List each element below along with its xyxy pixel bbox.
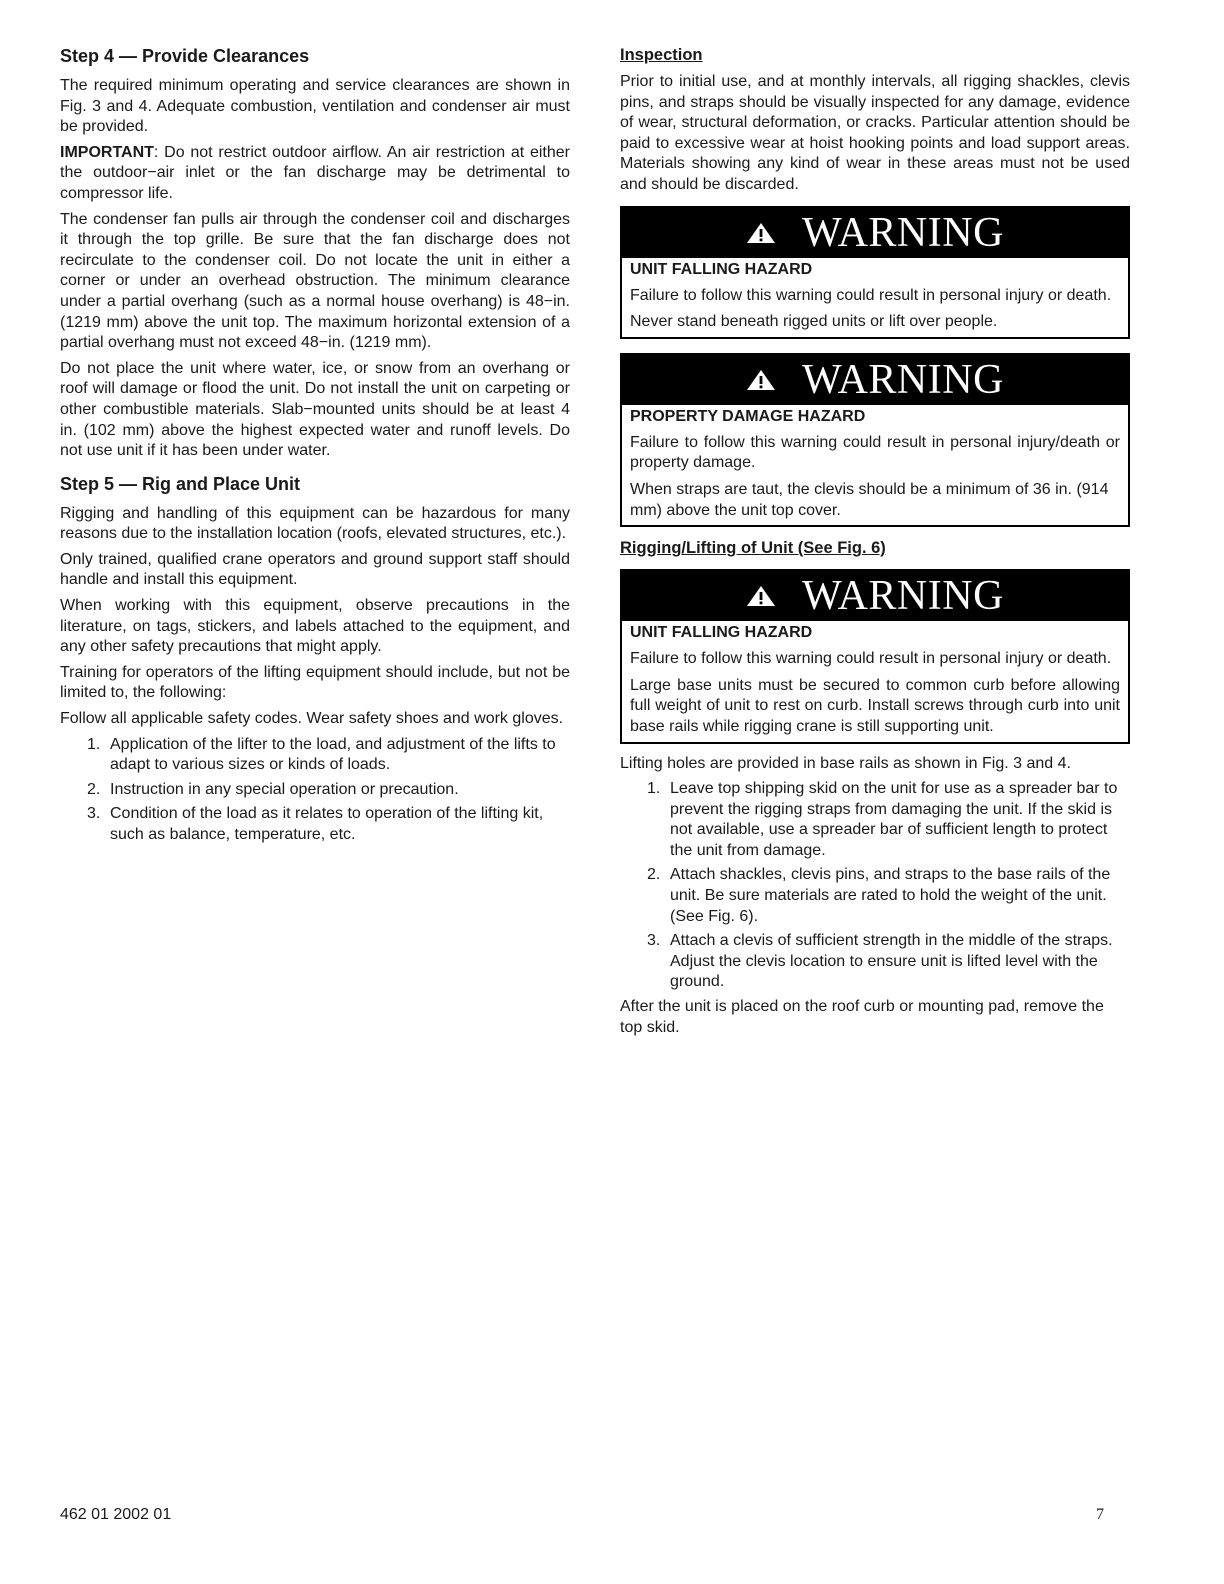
document-number: 462 01 2002 01: [60, 1506, 172, 1523]
list-number: 1.: [87, 735, 101, 753]
step5-paragraph-4: Training for operators of the lifting equipment should include, but not be limited to, the following:: [60, 663, 570, 702]
lifting-paragraph-2: After the unit is placed on the roof curb or mounting pad, remove the top skid.: [620, 998, 1104, 1036]
list-number: 3.: [647, 932, 661, 950]
warning-text-1: Failure to follow this warning could result in personal injury or death.: [630, 650, 1112, 668]
warning-box-unit-falling-2: [620, 569, 1130, 743]
rigging-heading: Rigging/Lifting of Unit (See Fig. 6): [620, 539, 886, 558]
warning-text-1: Failure to follow this warning could result in personal injury or death.: [630, 286, 1112, 304]
warning-triangle-icon: [746, 585, 776, 607]
step4-heading: Step 4 — Provide Clearances: [60, 46, 310, 66]
step5-paragraph-3: When working with this equipment, observe precautions in the literature, on tags, stickers, and labels attached to the equipment, and any other safety precautions that might apply.: [60, 597, 570, 656]
step5-heading: Step 5 — Rig and Place Unit: [60, 473, 301, 494]
warning-title: WARNING: [802, 573, 1004, 620]
lifting-paragraph-1: Lifting holes are provided in base rails as shown in Fig. 3 and 4.: [620, 754, 1071, 772]
important-text: : Do not restrict outdoor airflow. An air restriction at either the outdoor−air inlet or the fan discharge may be detrimental to compressor life.: [60, 143, 570, 202]
inspection-heading: Inspection: [620, 46, 703, 64]
list-text: Application of the lifter to the load, and adjustment of the lifts to adapt to various sizes or kinds of loads.: [110, 735, 556, 774]
warning-body: [622, 621, 1128, 741]
list-text: Attach shackles, clevis pins, and straps to the base rails of the unit. Be sure materials are rated to hold the weight of the unit. (See Fig. 6).: [670, 866, 1111, 925]
hazard-label: UNIT FALLING HAZARD: [630, 624, 813, 642]
list-number: 3.: [87, 805, 101, 823]
warning-triangle-icon: [746, 369, 776, 391]
training-list: [60, 735, 570, 846]
step4-paragraph-4: Do not place the unit where water, ice, or snow from an overhang or roof will damage or flood the unit. Do not install the unit on carpeting or other combustible materials. Slab−mounted units should be at least 4 in. (102 mm) above the highest expected water and runoff levels. Do not use unit if it has been under water.: [60, 359, 570, 460]
list-item: [60, 780, 570, 801]
list-item: [60, 804, 570, 845]
warning-text-2: Never stand beneath rigged units or lift over people.: [630, 313, 998, 331]
list-number: 1.: [647, 780, 661, 798]
warning-text-2: When straps are taut, the clevis should be a minimum of 36 in. (914 mm) above the unit top cover.: [630, 480, 1109, 519]
warning-title: WARNING: [802, 209, 1004, 256]
inspection-paragraph: Prior to initial use, and at monthly intervals, all rigging shackles, clevis pins, and straps should be visually inspected for any damage, evidence of wear, structural deformation, or cracks. Particular attention should be paid to excessive wear at hoist hooking points and load support areas. Materials showing any kind of wear in these areas must not be used and should be discarded.: [620, 73, 1130, 193]
warning-text-1: Failure to follow this warning could result in personal injury/death or property damage.: [630, 433, 1120, 472]
warning-header: [622, 571, 1128, 621]
warning-header: [622, 208, 1128, 258]
warning-body: [622, 258, 1128, 337]
hazard-label: UNIT FALLING HAZARD: [630, 260, 813, 278]
list-item: [620, 931, 1130, 993]
list-item: [620, 779, 1130, 861]
step5-paragraph-5: Follow all applicable safety codes. Wear safety shoes and work gloves.: [60, 710, 564, 728]
list-text: Attach a clevis of sufficient strength in the middle of the straps. Adjust the clevis location to ensure unit is lifted level with the ground.: [670, 932, 1113, 991]
step5-paragraph-1: Rigging and handling of this equipment can be hazardous for many reasons due to the installation location (roofs, elevated structures, etc.).: [60, 504, 570, 543]
warning-box-unit-falling-1: [620, 206, 1130, 339]
page-number: 7: [1096, 1506, 1104, 1523]
important-label: IMPORTANT: [60, 143, 154, 161]
list-number: 2.: [647, 866, 661, 884]
list-text: Condition of the load as it relates to operation of the lifting kit, such as balance, temperature, etc.: [110, 805, 544, 843]
step4-paragraph-1: The required minimum operating and service clearances are shown in Fig. 3 and 4. Adequate combustion, ventilation and condenser air must be provided.: [60, 77, 570, 136]
list-item: [60, 735, 570, 776]
list-text: Instruction in any special operation or precaution.: [110, 780, 459, 798]
warning-body: [622, 405, 1128, 525]
lifting-list: [620, 779, 1130, 993]
list-text: Leave top shipping skid on the unit for use as a spreader bar to prevent the rigging straps from damaging the unit. If the skid is not available, use a spreader bar of sufficient length to protect the unit from damage.: [670, 780, 1118, 859]
left-column: [60, 44, 570, 850]
list-number: 2.: [87, 780, 101, 798]
step4-important-note: [60, 143, 570, 205]
hazard-label: PROPERTY DAMAGE HAZARD: [630, 407, 866, 425]
warning-box-property-damage: [620, 353, 1130, 527]
warning-triangle-icon: [746, 222, 776, 244]
step4-paragraph-3: The condenser fan pulls air through the condenser coil and discharges it through the top grille. Be sure that the fan discharge does not recirculate to the condenser coil. Do not locate the unit in either a corner or under an overhead obstruction. The minimum clearance under a partial overhang (such as a normal house overhang) is 48−in. (1219 mm) above the unit top. The maximum horizontal extension of a partial overhang must not exceed 48−in. (1219 mm).: [60, 210, 570, 352]
warning-text-2: Large base units must be secured to common curb before allowing full weight of unit to rest on curb. Install screws through curb into unit base rails while rigging crane is still supporting unit.: [630, 676, 1120, 735]
warning-title: WARNING: [802, 356, 1004, 403]
step5-paragraph-2: Only trained, qualified crane operators and ground support staff should handle and install this equipment.: [60, 550, 570, 589]
warning-header: [622, 355, 1128, 405]
list-item: [620, 865, 1130, 927]
right-column: [620, 44, 1130, 1043]
